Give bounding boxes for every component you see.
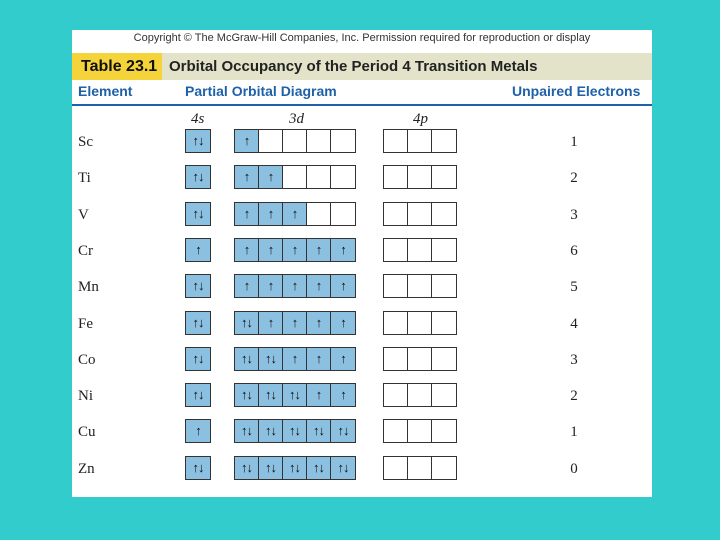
orbital-3d-cell: ↑↓ xyxy=(307,420,331,442)
orbital-4p-box xyxy=(383,274,457,298)
orbital-4p-cell xyxy=(408,348,432,370)
orbital-3d-cell: ↑ xyxy=(235,130,259,152)
orbital-4p-cell xyxy=(408,312,432,334)
orbital-3d-cell xyxy=(259,130,283,152)
element-symbol: Sc xyxy=(78,134,93,150)
unpaired-count: 6 xyxy=(570,242,578,259)
element-symbol: Cu xyxy=(78,424,96,441)
orbital-4p-cell xyxy=(432,384,456,406)
table-number-tag: Table 23.1 xyxy=(72,53,162,80)
orbital-3d-cell: ↑ xyxy=(235,166,259,188)
orbital-4p-cell xyxy=(408,130,432,152)
orbital-4p-cell xyxy=(432,420,456,442)
orbital-4s-box xyxy=(185,129,211,153)
orbital-4p-box xyxy=(383,129,457,153)
orbital-3d-cell: ↑ xyxy=(331,312,355,334)
unpaired-count: 2 xyxy=(570,388,578,405)
orbital-3d-box xyxy=(234,311,356,335)
table-row xyxy=(72,414,652,450)
orbital-4p-cell xyxy=(384,384,408,406)
orbital-3d-cell: ↑ xyxy=(331,348,355,370)
subheader-3d: 3d xyxy=(289,111,304,127)
orbital-3d-cell: ↑ xyxy=(331,239,355,261)
unpaired-count: 1 xyxy=(570,424,578,441)
header-rule xyxy=(72,104,652,106)
orbital-3d-cell: ↑ xyxy=(283,348,307,370)
orbital-4p-cell xyxy=(432,130,456,152)
orbital-4s-box xyxy=(185,419,211,443)
orbital-3d-box xyxy=(234,202,356,226)
orbital-3d-cell: ↑↓ xyxy=(235,348,259,370)
orbital-3d-cell: ↑ xyxy=(331,275,355,297)
element-symbol: V xyxy=(78,206,89,223)
orbital-3d-cell: ↑ xyxy=(283,312,307,334)
orbital-4p-cell xyxy=(408,275,432,297)
orbital-4p-cell xyxy=(408,166,432,188)
orbital-4p-cell xyxy=(432,239,456,261)
orbital-3d-cell: ↑ xyxy=(235,275,259,297)
table-row xyxy=(72,233,652,269)
header-diagram: Partial Orbital Diagram xyxy=(185,83,337,99)
subheader-4p: 4p xyxy=(413,111,428,127)
orbital-4s-box xyxy=(185,347,211,371)
orbital-3d-cell xyxy=(331,166,355,188)
orbital-3d-box xyxy=(234,419,356,443)
orbital-3d-cell xyxy=(283,166,307,188)
unpaired-count: 0 xyxy=(570,460,578,477)
orbital-4s-cell: ↑↓ xyxy=(186,166,210,188)
orbital-3d-box xyxy=(234,238,356,262)
table-row xyxy=(72,451,652,487)
orbital-3d-cell: ↑ xyxy=(331,384,355,406)
orbital-4p-box xyxy=(383,456,457,480)
table-row xyxy=(72,342,652,378)
orbital-4s-box xyxy=(185,311,211,335)
orbital-4s-cell: ↑↓ xyxy=(186,312,210,334)
orbital-4p-box xyxy=(383,383,457,407)
orbital-3d-cell: ↑↓ xyxy=(307,457,331,479)
orbital-3d-cell: ↑ xyxy=(259,203,283,225)
orbital-3d-cell xyxy=(307,130,331,152)
orbital-3d-cell xyxy=(307,203,331,225)
orbital-3d-cell: ↑↓ xyxy=(259,348,283,370)
orbital-3d-cell xyxy=(307,166,331,188)
orbital-4p-cell xyxy=(408,384,432,406)
header-unpaired: Unpaired Electrons xyxy=(512,83,641,99)
orbital-4p-cell xyxy=(384,203,408,225)
orbital-4p-cell xyxy=(432,203,456,225)
orbital-3d-cell: ↑↓ xyxy=(259,420,283,442)
orbital-4s-box xyxy=(185,456,211,480)
orbital-4s-box xyxy=(185,238,211,262)
table-row xyxy=(72,124,652,160)
orbital-3d-cell: ↑ xyxy=(307,348,331,370)
orbital-3d-cell: ↑↓ xyxy=(259,384,283,406)
table-title: Orbital Occupancy of the Period 4 Transition Metals xyxy=(169,58,538,75)
orbital-4p-cell xyxy=(408,239,432,261)
orbital-3d-cell: ↑↓ xyxy=(235,457,259,479)
header-element: Element xyxy=(78,83,133,99)
orbital-4p-cell xyxy=(432,166,456,188)
unpaired-count: 5 xyxy=(570,279,578,296)
unpaired-count: 2 xyxy=(570,170,578,187)
orbital-3d-cell: ↑ xyxy=(259,275,283,297)
unpaired-count: 1 xyxy=(570,134,578,150)
orbital-3d-cell: ↑ xyxy=(307,312,331,334)
orbital-3d-cell: ↑ xyxy=(283,239,307,261)
orbital-3d-cell: ↑↓ xyxy=(283,384,307,406)
orbital-4p-cell xyxy=(384,130,408,152)
orbital-3d-cell: ↑↓ xyxy=(331,420,355,442)
orbital-4p-cell xyxy=(408,457,432,479)
orbital-4p-cell xyxy=(432,457,456,479)
element-symbol: Mn xyxy=(78,279,99,296)
unpaired-count: 3 xyxy=(570,351,578,368)
orbital-4p-box xyxy=(383,347,457,371)
orbital-3d-cell xyxy=(331,130,355,152)
orbital-3d-box xyxy=(234,274,356,298)
orbital-3d-cell: ↑ xyxy=(307,275,331,297)
table-row xyxy=(72,197,652,233)
orbital-4p-box xyxy=(383,311,457,335)
orbital-3d-cell: ↑ xyxy=(307,239,331,261)
orbital-4p-cell xyxy=(384,166,408,188)
orbital-3d-cell: ↑ xyxy=(283,275,307,297)
element-symbol: Co xyxy=(78,351,96,368)
orbital-4s-cell: ↑↓ xyxy=(186,275,210,297)
orbital-4p-cell xyxy=(384,239,408,261)
unpaired-count: 4 xyxy=(570,315,578,332)
orbital-4s-cell: ↑ xyxy=(186,239,210,261)
element-symbol: Fe xyxy=(78,315,93,332)
subheader-4s: 4s xyxy=(191,111,205,127)
orbital-4s-box xyxy=(185,202,211,226)
element-symbol: Ni xyxy=(78,388,93,405)
orbital-3d-cell: ↑ xyxy=(259,312,283,334)
orbital-3d-cell xyxy=(283,130,307,152)
orbital-4p-cell xyxy=(384,420,408,442)
table-row xyxy=(72,378,652,414)
orbital-4s-cell: ↑↓ xyxy=(186,384,210,406)
orbital-4p-box xyxy=(383,165,457,189)
orbital-4p-cell xyxy=(432,348,456,370)
orbital-4p-box xyxy=(383,419,457,443)
table-title-bar xyxy=(72,53,652,80)
orbital-3d-box xyxy=(234,165,356,189)
orbital-4s-cell: ↑↓ xyxy=(186,348,210,370)
orbital-3d-cell: ↑↓ xyxy=(235,384,259,406)
table-row xyxy=(72,160,652,196)
orbital-4p-cell xyxy=(384,312,408,334)
orbital-3d-cell: ↑↓ xyxy=(283,420,307,442)
orbital-3d-cell: ↑↓ xyxy=(331,457,355,479)
orbital-3d-cell: ↑ xyxy=(235,203,259,225)
element-symbol: Ti xyxy=(78,170,91,187)
orbital-3d-cell: ↑ xyxy=(283,203,307,225)
orbital-4p-cell xyxy=(384,348,408,370)
orbital-4p-box xyxy=(383,238,457,262)
orbital-4p-cell xyxy=(408,203,432,225)
orbital-4s-box xyxy=(185,383,211,407)
element-symbol: Cr xyxy=(78,242,93,259)
table-row xyxy=(72,306,652,342)
orbital-4p-box xyxy=(383,202,457,226)
orbital-3d-box xyxy=(234,347,356,371)
orbital-3d-cell: ↑ xyxy=(307,384,331,406)
table-card xyxy=(72,30,652,497)
element-symbol: Zn xyxy=(78,460,95,477)
unpaired-count: 3 xyxy=(570,206,578,223)
orbital-4s-cell: ↑↓ xyxy=(186,203,210,225)
orbital-4p-cell xyxy=(432,312,456,334)
orbital-3d-box xyxy=(234,129,356,153)
orbital-4p-cell xyxy=(384,457,408,479)
orbital-3d-cell: ↑↓ xyxy=(235,312,259,334)
orbital-4s-box xyxy=(185,165,211,189)
orbital-3d-cell: ↑↓ xyxy=(259,457,283,479)
orbital-3d-cell: ↑↓ xyxy=(235,420,259,442)
orbital-3d-cell: ↑ xyxy=(259,239,283,261)
table-row xyxy=(72,269,652,305)
orbital-4s-cell: ↑↓ xyxy=(186,457,210,479)
orbital-4p-cell xyxy=(432,275,456,297)
orbital-4s-cell: ↑ xyxy=(186,420,210,442)
orbital-3d-cell: ↑ xyxy=(259,166,283,188)
copyright-notice: Copyright © The McGraw-Hill Companies, Inc. Permission required for reproduction or display xyxy=(133,32,591,44)
orbital-4p-cell xyxy=(408,420,432,442)
orbital-4p-cell xyxy=(384,275,408,297)
orbital-3d-box xyxy=(234,383,356,407)
orbital-3d-box xyxy=(234,456,356,480)
orbital-3d-cell: ↑ xyxy=(235,239,259,261)
orbital-4s-cell: ↑↓ xyxy=(186,130,210,152)
orbital-3d-cell xyxy=(331,203,355,225)
orbital-4s-box xyxy=(185,274,211,298)
orbital-3d-cell: ↑↓ xyxy=(283,457,307,479)
